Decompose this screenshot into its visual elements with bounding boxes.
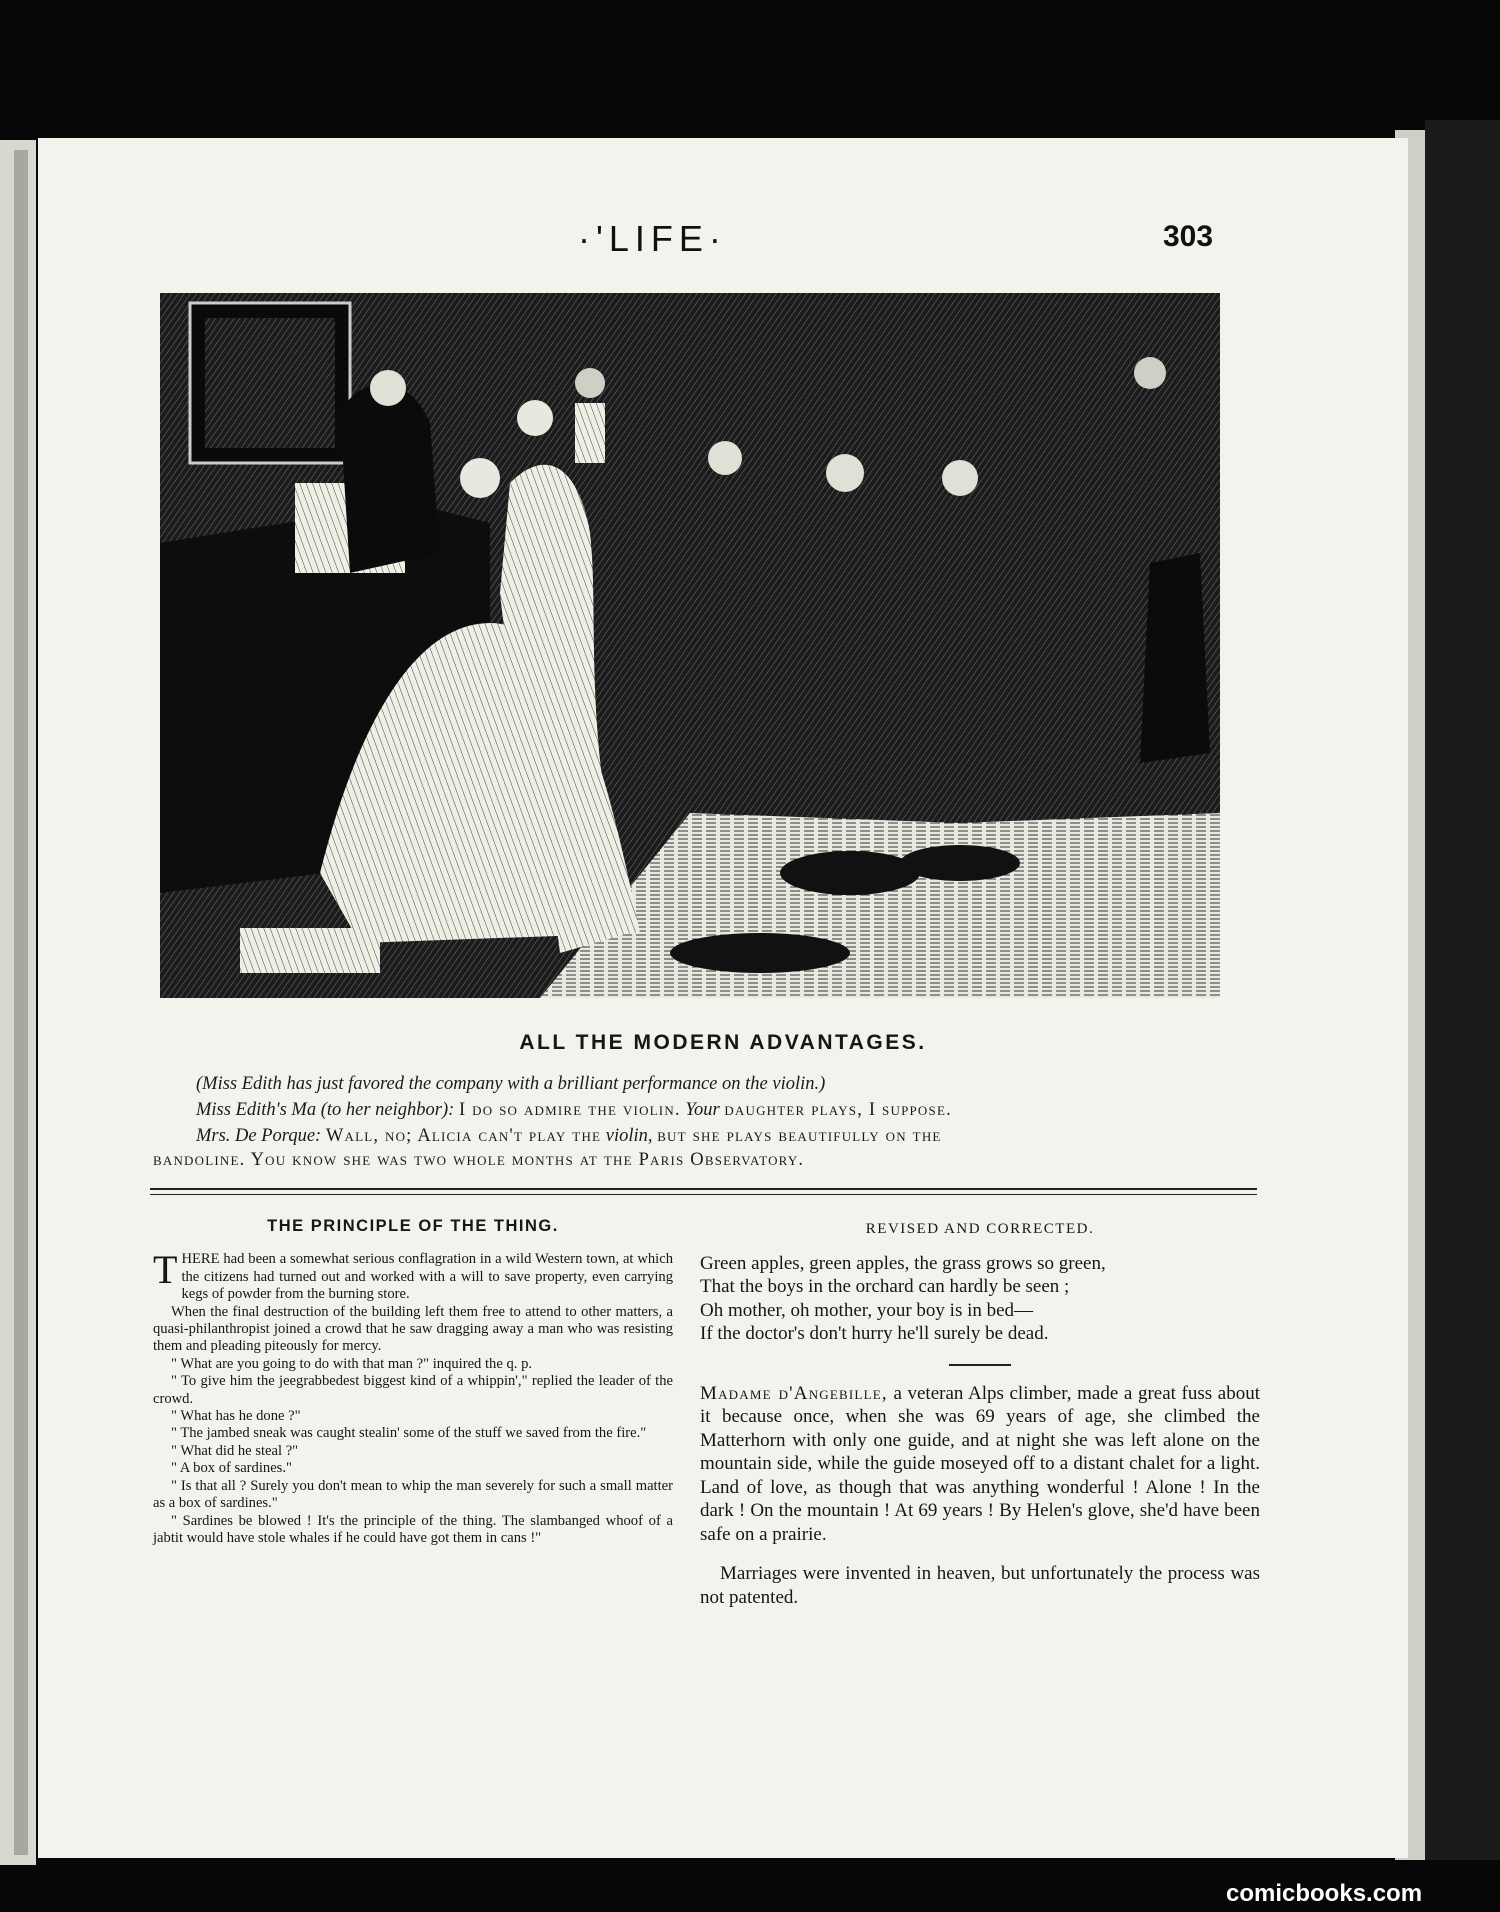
dialogue-emphasis: violin, xyxy=(605,1126,653,1146)
music-sheets-on-floor xyxy=(240,928,380,973)
article-paragraph: " Is that all ? Surely you don't mean to whip the man severely for such a small matter as a box of sardines." xyxy=(153,1477,673,1512)
verse xyxy=(700,1252,1260,1346)
drop-cap: T xyxy=(153,1247,178,1293)
anecdote-text: a veteran Alps climber, made a great fuss about it because once, when she was 69 years of age, she climbed the Matterhorn with only one guide, and at night she was left alone on the mountain side, while the guide moseyed off to a distant chalet for a light. Land of love, as though that was anything wonderful ! Alone ! In the dark ! On the mountain ! At 69 years ! By Helen's glove, she'd have been safe on a prairie. xyxy=(700,1382,1260,1545)
pianist-head xyxy=(460,458,500,498)
watermark: comicbooks.com xyxy=(1226,1880,1423,1907)
cartoon-dialogue-line-2 xyxy=(196,1126,942,1147)
speaker-mrs-de-porque: Mrs. De Porque: xyxy=(196,1126,322,1146)
article-paragraph: " What has he done ?" xyxy=(171,1408,301,1425)
paragraph-text: HERE had been a somewhat serious conflagration in a wild Western town, at which the citizens had turned out and worked with a will to save property, even carrying kegs of powder from the burning store. xyxy=(181,1251,673,1303)
short-divider xyxy=(949,1364,1011,1366)
left-article xyxy=(153,1218,673,1547)
epigram-paragraph: Marriages were invented in heaven, but unfortunately the process was not patented. xyxy=(700,1563,1260,1608)
standing-man-head xyxy=(575,368,605,398)
article-paragraph: " Sardines be blowed ! It's the principle of the thing. The slambanged whoof of a jabtit would have stole whales if he could have got them in cans !" xyxy=(153,1512,673,1546)
cartoon-stage-direction xyxy=(196,1074,825,1095)
masthead: ·'LIFE· xyxy=(578,218,727,259)
dialogue-text: daughter plays, I suppose. xyxy=(724,1100,952,1120)
verse-line: If the doctor's don't hurry he'll surely be dead. xyxy=(700,1323,1049,1344)
left-article-title: THE PRINCIPLE OF THE THING. xyxy=(267,1217,559,1235)
engraving-drawing xyxy=(160,293,1220,998)
anecdote-lead: Madame d'Angebille, xyxy=(700,1382,888,1404)
anecdote-paragraph xyxy=(700,1382,1260,1547)
dialogue-emphasis: Your xyxy=(685,1100,720,1120)
cartoon-dialogue-line-3: bandoline. You know she was two whole months at the Paris Observatory. xyxy=(153,1150,805,1170)
page-number: 303 xyxy=(1163,220,1214,253)
stage-direction-text: (Miss Edith has just favored the company with a brilliant performance on the violin.) xyxy=(196,1074,826,1094)
right-column xyxy=(700,1218,1260,1609)
dialogue-text: but she plays beautifully on the xyxy=(657,1126,942,1146)
article-paragraph xyxy=(153,1247,673,1303)
verse-line: Green apples, green apples, the grass grows so green, xyxy=(700,1252,1106,1274)
book-spine xyxy=(1425,120,1500,1860)
previous-page-shadow xyxy=(14,150,28,1855)
cartoon-dialogue-line-1 xyxy=(196,1100,952,1121)
cartoon-title: ALL THE MODERN ADVANTAGES. xyxy=(519,1031,927,1054)
article-paragraph: " The jambed sneak was caught stealin' some of the stuff we saved from the fire." xyxy=(171,1425,647,1442)
article-paragraph: " What did he steal ?" xyxy=(171,1442,299,1459)
cartoon-illustration xyxy=(160,293,1220,998)
verse-title: REVISED AND CORRECTED. xyxy=(865,1221,1095,1237)
dialogue-text: I do so admire the violin. xyxy=(458,1100,681,1120)
page-header xyxy=(38,218,1408,268)
article-paragraph: " A box of sardines." xyxy=(171,1460,292,1477)
magazine-page xyxy=(38,138,1408,1858)
speaker-miss-ediths-ma: Miss Edith's Ma (to her neighbor): xyxy=(196,1100,455,1120)
violinist-head xyxy=(517,400,553,436)
dialogue-text: Wall, no; Alicia can't play the xyxy=(325,1126,602,1146)
article-paragraph: " To give him the jeegrabbedest biggest kind of a whippin'," replied the leader of the crowd. xyxy=(153,1373,673,1407)
article-paragraph: When the final destruction of the building left them free to attend to other matters, a quasi-philanthropist joined a crowd that he saw dragging away a man who was resisting them and pleading piteously for mercy. xyxy=(153,1303,673,1355)
verse-line: Oh mother, oh mother, your boy is in bed— xyxy=(700,1299,1034,1321)
section-rule-top xyxy=(150,1188,1257,1190)
section-rule-bottom xyxy=(150,1194,1257,1195)
article-paragraph: " What are you going to do with that man ?" inquired the q. p. xyxy=(171,1355,533,1372)
armchair xyxy=(1140,553,1210,763)
verse-line: That the boys in the orchard can hardly be seen ; xyxy=(700,1276,1070,1297)
